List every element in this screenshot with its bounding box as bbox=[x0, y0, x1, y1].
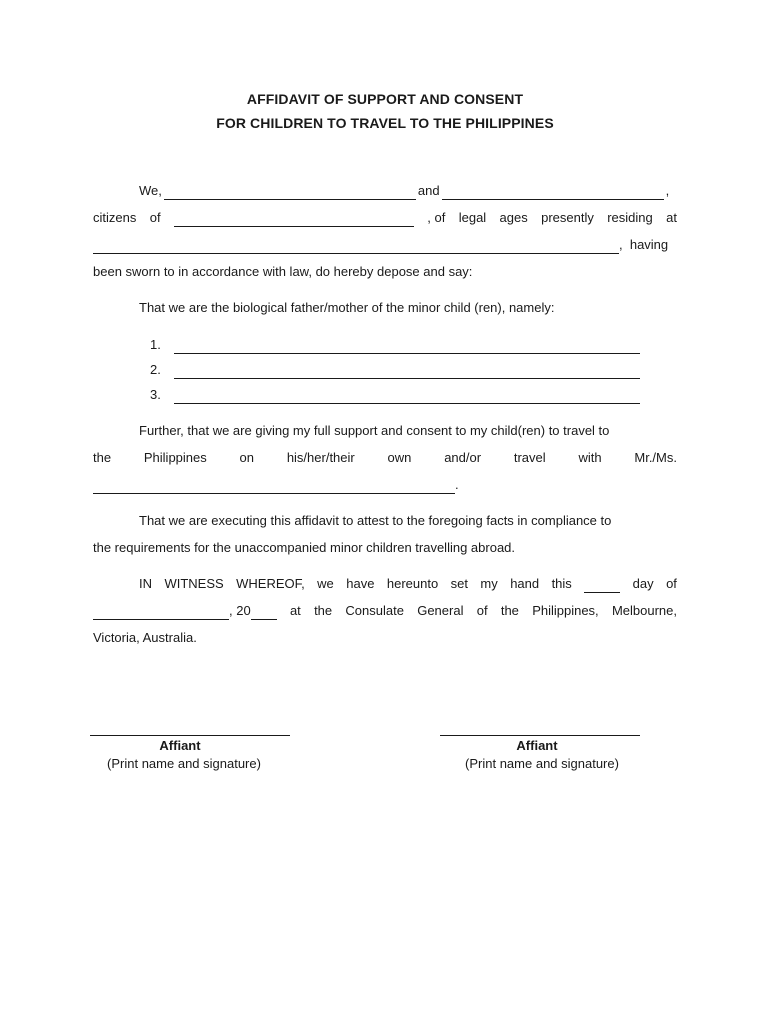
word: we bbox=[317, 576, 334, 591]
child-list-item-2 bbox=[150, 361, 640, 379]
word: my bbox=[480, 576, 498, 591]
word: WHEREOF, bbox=[236, 576, 305, 591]
and-text: and bbox=[417, 183, 440, 198]
word: Philippines, bbox=[532, 603, 599, 618]
word: of bbox=[476, 603, 488, 618]
word: Consulate bbox=[345, 603, 404, 618]
word: travel bbox=[513, 450, 546, 465]
word: this bbox=[551, 576, 572, 591]
child-list-item-3 bbox=[150, 386, 640, 404]
residing-word: residing bbox=[607, 210, 653, 225]
affiant-sublabel-left: (Print name and signature) bbox=[107, 756, 261, 771]
para1-line3 bbox=[93, 236, 677, 254]
para3-line2 bbox=[93, 449, 677, 467]
para1-line1 bbox=[139, 182, 677, 200]
year-prefix: , 20 bbox=[229, 603, 251, 618]
word: Philippines bbox=[143, 450, 207, 465]
comma-text: , bbox=[665, 183, 670, 198]
child-list-item-1 bbox=[150, 336, 640, 354]
word: Mr./Ms. bbox=[634, 450, 677, 465]
of-legal-word: , of bbox=[427, 210, 446, 225]
citizenship-blank[interactable] bbox=[174, 213, 414, 227]
word: Melbourne, bbox=[611, 603, 677, 618]
para3-line3 bbox=[93, 476, 677, 494]
child-name-blank-3[interactable] bbox=[174, 390, 640, 404]
word: own bbox=[387, 450, 412, 465]
word: on bbox=[239, 450, 255, 465]
list-number: 1. bbox=[150, 337, 161, 352]
para3-line1: Further, that we are giving my full support and consent to my child(ren) to travel to bbox=[139, 423, 610, 438]
having-text: , having bbox=[619, 237, 669, 252]
list-number: 3. bbox=[150, 387, 161, 402]
word: IN bbox=[139, 576, 152, 591]
period-text: . bbox=[455, 477, 459, 492]
legal-word: legal bbox=[458, 210, 487, 225]
document-title-line2: FOR CHILDREN TO TRAVEL TO THE PHILIPPINES bbox=[216, 115, 554, 131]
presently-word: presently bbox=[541, 210, 594, 225]
address-blank[interactable] bbox=[93, 240, 619, 254]
word: the bbox=[93, 450, 112, 465]
word: of bbox=[666, 576, 677, 591]
para2: That we are the biological father/mother of the minor child (ren), namely: bbox=[139, 300, 555, 315]
word: day bbox=[632, 576, 654, 591]
escort-name-blank[interactable] bbox=[93, 480, 455, 494]
word: at bbox=[289, 603, 301, 618]
affiant-label-right: Affiant bbox=[516, 738, 558, 753]
signature-line-right[interactable] bbox=[440, 735, 640, 736]
citizens-word: citizens bbox=[93, 210, 137, 225]
name-blank-2[interactable] bbox=[442, 186, 664, 200]
at-word: at bbox=[666, 210, 677, 225]
date-group bbox=[93, 602, 277, 620]
para5-line1 bbox=[139, 575, 677, 593]
para4-line2: the requirements for the unaccompanied minor children travelling abroad. bbox=[93, 540, 516, 555]
signature-line-left[interactable] bbox=[90, 735, 290, 736]
para5-line2 bbox=[93, 602, 677, 620]
para1-line2 bbox=[93, 209, 677, 227]
ages-word: ages bbox=[499, 210, 528, 225]
document-title-line1: AFFIDAVIT OF SUPPORT AND CONSENT bbox=[246, 91, 524, 107]
word: the bbox=[500, 603, 519, 618]
word: hereunto bbox=[386, 576, 439, 591]
word: his/her/their bbox=[286, 450, 355, 465]
para1-line4: been sworn to in accordance with law, do hereby depose and say: bbox=[93, 264, 473, 279]
day-blank[interactable] bbox=[584, 579, 620, 593]
word: set bbox=[450, 576, 468, 591]
affiant-sublabel-right: (Print name and signature) bbox=[465, 756, 619, 771]
list-number: 2. bbox=[150, 362, 161, 377]
of-word: of bbox=[149, 210, 161, 225]
word: with bbox=[578, 450, 602, 465]
word: General bbox=[417, 603, 464, 618]
child-name-blank-1[interactable] bbox=[174, 340, 640, 354]
word: and/or bbox=[444, 450, 482, 465]
word: WITNESS bbox=[164, 576, 224, 591]
para5-line3: Victoria, Australia. bbox=[93, 630, 197, 645]
child-name-blank-2[interactable] bbox=[174, 365, 640, 379]
affiant-label-left: Affiant bbox=[159, 738, 201, 753]
word: have bbox=[346, 576, 375, 591]
name-blank-1[interactable] bbox=[164, 186, 416, 200]
we-text: We, bbox=[139, 183, 162, 198]
word: hand bbox=[510, 576, 540, 591]
year-blank[interactable] bbox=[251, 606, 277, 620]
month-blank[interactable] bbox=[93, 606, 229, 620]
para4-line1: That we are executing this affidavit to attest to the foregoing facts in compliance to bbox=[139, 513, 612, 528]
word: the bbox=[314, 603, 333, 618]
